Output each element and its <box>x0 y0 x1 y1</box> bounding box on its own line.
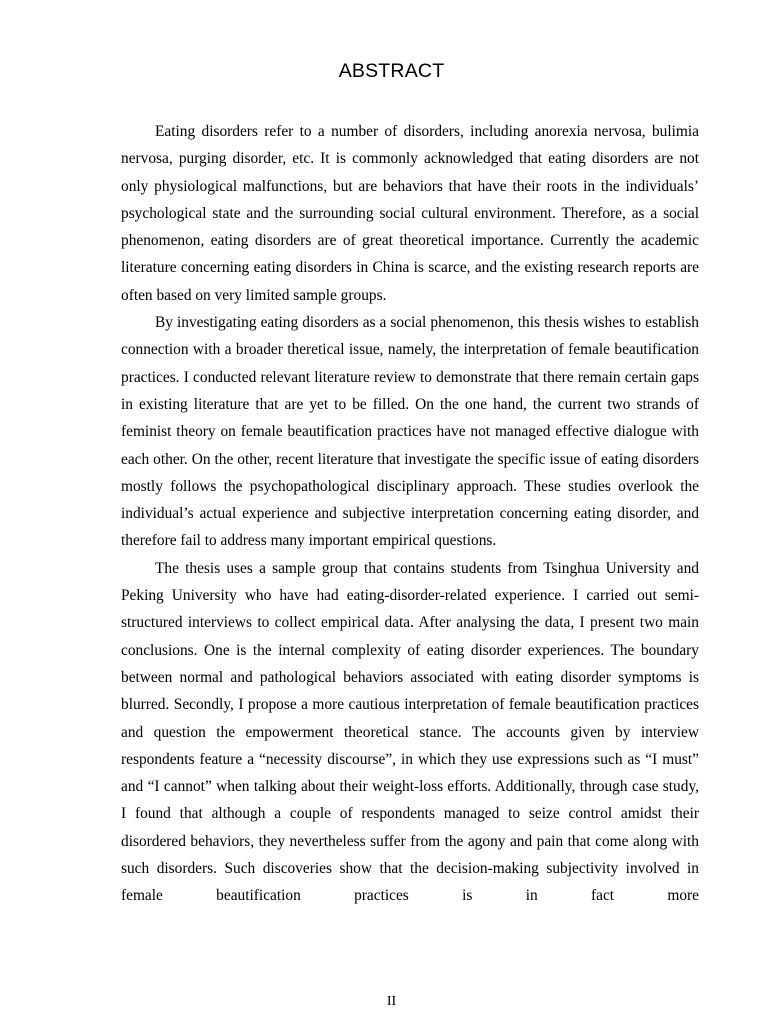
abstract-paragraph-2: By investigating eating disorders as a social phenomenon, this thesis wishes to establish connection with a broader theretical issue, namely, the interpretation of female beautification practices. I conducted relevant literature review to demonstrate that there remain certain gaps in existing literature that are yet to be filled. On the one hand, the current two strands of feminist theory on female beautification practices have not managed effective dialogue with each other. On the other, recent literature that investigate the specific issue of eating disorders mostly follows the psychopathological disciplinary approach. These studies overlook the individual’s actual experience and subjective interpretation concerning eating disorder, and therefore fail to address many important empirical questions. <box>121 314 699 550</box>
abstract-title: ABSTRACT <box>338 60 445 82</box>
page-number: II <box>386 994 397 1009</box>
abstract-body <box>121 118 699 910</box>
abstract-paragraph-3: The thesis uses a sample group that contains students from Tsinghua University and Peking University who have had eating-disorder-related experience. I carried out semi-structured interviews to collect empirical data. After analysing the data, I present two main conclusions. One is the internal complexity of eating disorder experiences. The boundary between normal and pathological behaviors associated with eating disorder symptoms is blurred. Secondly, I propose a more cautious interpretation of female beautification practices and question the empowerment theoretical stance. The accounts given by interview respondents feature a “necessity discourse”, in which they use expressions such as “I must” and “I cannot” when talking about their weight-loss efforts. Additionally, through case study, I found that although a couple of respondents managed to seize control amidst their disordered behaviors, they nevertheless suffer from the agony and pain that come along with such disorders. Such discoveries show that the decision-making subjectivity involved in female beautification practices is in fact more <box>121 559 699 905</box>
abstract-paragraph-1: Eating disorders refer to a number of disorders, including anorexia nervosa, bulimia nervosa, purging disorder, etc. It is commonly acknowledged that eating disorders are not only physiological malfunctions, but are behaviors that have their roots in the individuals’ psychological state and the surrounding social cultural environment. Therefore, as a social phenomenon, eating disorders are of great theoretical importance. Currently the academic literature concerning eating disorders in China is scarce, and the existing research reports are often based on very limited sample groups. <box>121 123 699 304</box>
